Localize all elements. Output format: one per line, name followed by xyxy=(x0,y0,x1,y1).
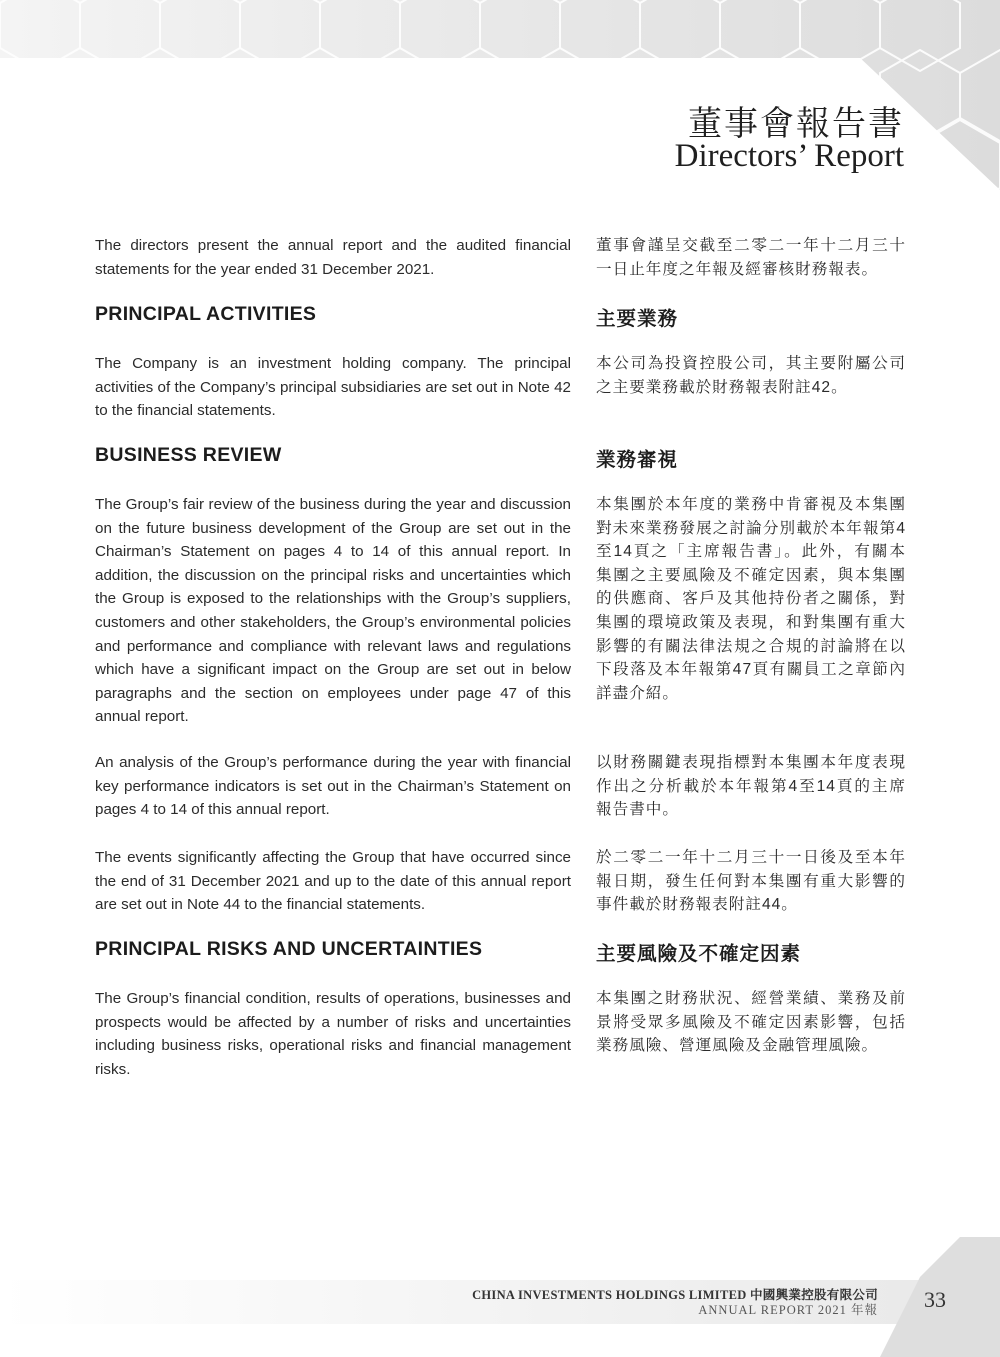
intro-paragraph-zh: 董事會謹呈交截至二零二一年十二月三十一日止年度之年報及經審核財務報表。 xyxy=(596,237,906,278)
business-review-paragraph-2-zh: 以財務關鍵表現指標對本集團本年度表現作出之分析載於本年報第4至14頁的主席報告書中。 xyxy=(596,754,906,819)
section-heading-zh: 業務審視 xyxy=(596,448,679,471)
business-review-paragraph-1: The Group’s fair review of the business during the year and discussion on the future business development of the Group are set out in the Chairman’s Statement on pages 4 to 14 of this annual report. In addition, the discussion on the principal risks and uncertainties which the Group is exposed to the relationships with the Group’s suppliers, customers and other stakeholders, the Group’s environmental policies and performance and compliance with relevant laws and regulations which have a significant impact on the Group are set out in below paragraphs and the section on employees under page 47 of this annual report. xyxy=(95,496,571,726)
page-title-english: Directors’ Report xyxy=(674,138,904,174)
business-review-p1-english xyxy=(95,493,571,729)
section-heading-zh: 主要業務 xyxy=(596,307,679,330)
footer-report-label: ANNUAL REPORT 2021 年報 xyxy=(698,1303,878,1317)
principal-risks-chinese xyxy=(596,987,906,1058)
business-review-heading-block xyxy=(95,444,571,467)
business-review-p1-chinese xyxy=(596,493,906,705)
business-review-heading-block-zh xyxy=(596,444,906,472)
business-review-paragraph-1-zh: 本集團於本年度的業務中肯審視及本集團對未來業務發展之討論分別載於本年報第4至14頁之「主席報告書」。此外，有關本集團之主要風險及不確定因素，與本集團的供應商、客戶及其他持份者之關係，對集團的環境政策及表現，和對集團有重大影響的有關法律法規之合規的討論將在以下段落及本年報第47頁有關員工之章節內詳盡介紹。 xyxy=(596,496,906,702)
principal-risks-paragraph: The Group’s financial condition, results of operations, businesses and prospects would be affected by a number of risks and uncertainties including business risks, operational risks and financial management risks. xyxy=(95,990,571,1078)
page-number: 33 xyxy=(924,1287,946,1312)
section-heading: PRINCIPAL RISKS AND UNCERTAINTIES xyxy=(95,938,483,960)
intro-chinese xyxy=(596,234,906,281)
business-review-p2-english xyxy=(95,751,571,822)
business-review-p2-chinese xyxy=(596,751,906,822)
principal-risks-english xyxy=(95,987,571,1081)
principal-activities-chinese xyxy=(596,352,906,399)
business-review-p3-chinese xyxy=(596,846,906,917)
principal-risks-heading-block-zh xyxy=(596,938,906,966)
section-heading: PRINCIPAL ACTIVITIES xyxy=(95,303,317,325)
business-review-paragraph-3-zh: 於二零二一年十二月三十一日後及至本年報日期，發生任何對本集團有重大影響的事件載於財務報表附註44。 xyxy=(596,849,906,914)
section-heading: BUSINESS REVIEW xyxy=(95,444,282,466)
principal-risks-paragraph-zh: 本集團之財務狀況、經營業績、業務及前景將受眾多風險及不確定因素影響，包括業務風險、營運風險及金融管理風險。 xyxy=(596,990,906,1055)
footer-company-name: CHINA INVESTMENTS HOLDINGS LIMITED 中國興業控股有限公司 xyxy=(472,1288,878,1302)
principal-activities-paragraph: The Company is an investment holding company. The principal activities of the Company’s principal subsidiaries are set out in Note 42 to the financial statements. xyxy=(95,355,571,420)
principal-activities-heading-block xyxy=(95,303,571,326)
intro-english xyxy=(95,234,571,281)
principal-activities-english xyxy=(95,352,571,423)
principal-activities-heading-block-zh xyxy=(596,303,906,331)
section-heading-zh: 主要風險及不確定因素 xyxy=(596,942,802,965)
intro-paragraph: The directors present the annual report and the audited financial statements for the year ended 31 December 2021. xyxy=(95,237,571,278)
principal-activities-paragraph-zh: 本公司為投資控股公司，其主要附屬公司之主要業務載於財務報表附註42。 xyxy=(596,355,906,396)
business-review-paragraph-3: The events significantly affecting the Group that have occurred since the end of 31 December 2021 and up to the date of this annual report are set out in Note 44 to the financial statements. xyxy=(95,849,571,914)
principal-risks-heading-block xyxy=(95,938,571,961)
business-review-paragraph-2: An analysis of the Group’s performance during the year with financial key performance indicators is set out in the Chairman’s Statement on pages 4 to 14 of this annual report. xyxy=(95,754,571,819)
page-title-chinese: 董事會報告書 xyxy=(688,104,904,144)
business-review-p3-english xyxy=(95,846,571,917)
